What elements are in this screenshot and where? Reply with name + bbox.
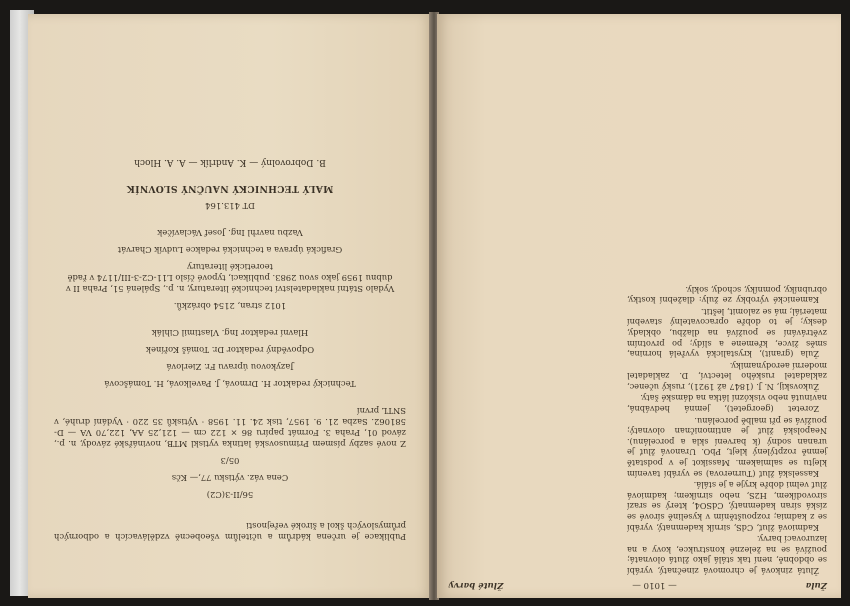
- code: 05/3: [220, 456, 240, 466]
- right-page: [437, 14, 841, 598]
- pages-count: 1012 stran, 2154 obrázků.: [173, 301, 287, 311]
- cover-design: Vazbu navrhl Ing. Josef Václavíček: [157, 228, 303, 238]
- paragraph: Žukovskij, N. J. (1847 až 1921), ruský učenec, zakladatel ruského letectví, D. zakladatel moderní aerodynamiky.: [627, 360, 827, 392]
- paragraph: Kadmiová žluť, CdS, sirník kademnatý, vyrábí se z kadmia; rozpouštěním v kyselině sírové se získá síran kademnatý, CdSO4, který se srazí sirovodíkem, H2S, nebo sirníkem; kadmiová žluť velmi dobře kryje a je stálá.: [627, 480, 827, 533]
- price-code: 56/II-3(C2): [206, 490, 254, 500]
- paragraph: Kasselská žluť (Turnerova) se vyrábí tavením klejtu se salmiakem. Massikot je v podstatě jemně rozptýlený klejt, PbO. Uranová žluť je uranan sodný (k barvení skla a porcelánu). Neapolská žluť je antimoničnan olovnatý; používá se při malbě porcelánu.: [627, 415, 827, 479]
- tech-editor: Technický redaktor H. Drmová, J. Pavelková, H. Tomášcová: [104, 379, 356, 389]
- dictionary-page-upside-down: [437, 14, 841, 598]
- paragraph: Kamenické výrobky ze žuly: dlažební kostky, obrubníky, pomníky, schody, sokly.: [627, 284, 827, 306]
- left-page: [28, 14, 432, 598]
- text-column: [627, 284, 827, 576]
- page-number: — 1010 —: [632, 580, 677, 590]
- imprint-page-upside-down: [28, 14, 432, 598]
- print-info: Z nové sazby písmem Primusovská latinka vytiskl MTB, novinářské závody, n. p., závod 01, Praha 3. Formát papíru 86 × 122 cm — 121,25 AA, 122,70 VA — D-581062. Sazba 21. 9. 1957, tisk 24. 11. 1958 · Výtisků 35 220 · Vydání druhé, v SNTL první: [54, 406, 406, 449]
- paragraph: Žlutá zinková je chromová zinečnatý, vyrábí se obdobně, není tak stálá jako žlutá olovnatá; používá se na železné konstrukce, kovy a na lazurovací barvy.: [627, 534, 827, 576]
- authors: B. Dobrovolný — K. Andrlík — A. A. Hloch: [134, 157, 326, 167]
- price: Cena váz. výtisku 77,— Kčs: [171, 473, 289, 483]
- resp-editor: Odpovědný redaktor Dr. Tomáš Kořínek: [145, 345, 315, 355]
- paragraph: Zoretet (georgetet), jemná hedvábná, navinutá nebo viskózní látka na dámské šaty.: [627, 393, 827, 415]
- graphic-design: Grafická úprava a technická redakce Ludvík Charvát: [117, 245, 343, 255]
- book-title: MALÝ TECHNICKÝ NAUČNÝ SLOVNÍK: [126, 183, 334, 194]
- publisher: Vydalo Státní nakladatelství technické literatury, n. p., Spálená 51, Praha II v dubnu 1959 jako svou 2983. publikaci, typové číslo L11-C2-3-III/1174 v řadě teoretické literatury: [65, 262, 395, 294]
- lang-editor: Jazykovou úpravu Fr. Zierlová: [166, 362, 294, 372]
- running-header: [449, 580, 827, 590]
- running-head-right: Žluté barvy: [449, 580, 504, 590]
- running-head-left: Žula: [805, 580, 827, 590]
- paragraph: Žula (granit), krystalická vyvřelá hornina, směs živce, křemene a slídy; po prvotním zvětrávání se používá na dlažbu, obklady, desky; je to dobře opracovatelný stavební materiál; má se zalomit, leštit.: [627, 306, 827, 360]
- chief-editor: Hlavní redaktor Ing. Vlastimil Cihlák: [151, 328, 309, 338]
- catalog-number: DT 413.164: [205, 201, 255, 211]
- publisher-note: Publikace je určena kádrům a učitelům všeobecně vzdělávacích a odborných průmyslových škol a široké veřejnosti: [54, 521, 406, 542]
